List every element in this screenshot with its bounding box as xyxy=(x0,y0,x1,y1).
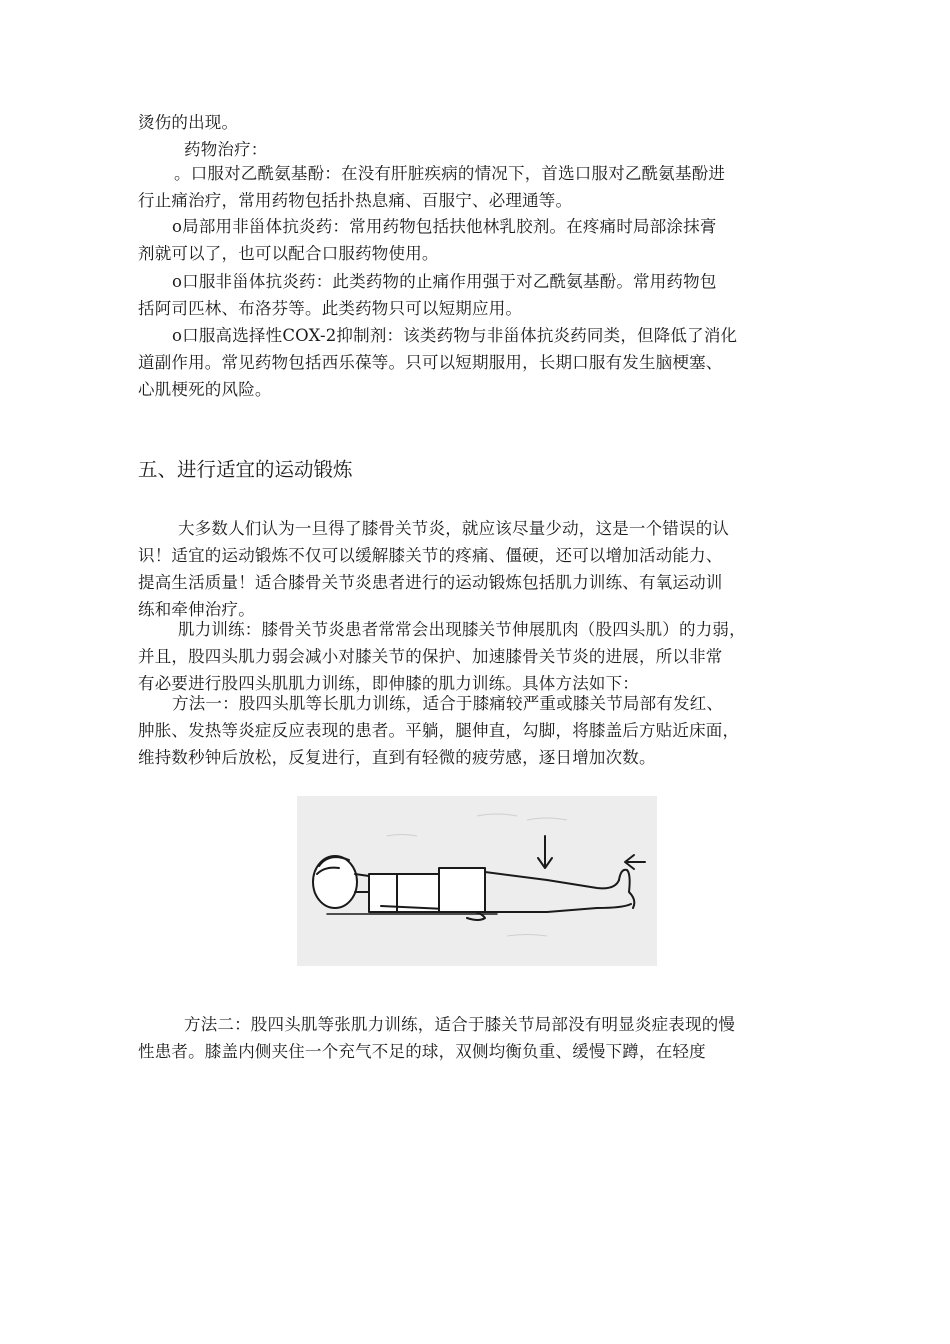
bullet-cox2 xyxy=(138,322,822,403)
text-line: 大多数人们认为一旦得了膝骨关节炎，就应该尽量少动，这是一个错误的认 xyxy=(178,519,730,538)
text-line: 有必要进行股四头肌肌力训练，即伸膝的肌力训练。具体方法如下： xyxy=(138,674,639,693)
text-line: 行止痛治疗，常用药物包括扑热息痛、百服宁、必理通等。 xyxy=(138,191,573,210)
text-line: o口服高选择性COX-2抑制剂：该类药物与非甾体抗炎药同类，但降低了消化 xyxy=(172,326,738,345)
lying-leg-exercise-drawing xyxy=(297,796,657,966)
figure-legs-lower xyxy=(485,904,631,912)
text-line: 括阿司匹林、布洛芬等。此类药物只可以短期应用。 xyxy=(138,299,523,318)
text-line: 药物治疗： xyxy=(184,140,268,159)
paragraph-method-two xyxy=(138,1011,822,1065)
text-line: 并且，股四头肌力弱会减小对膝关节的保护、加速膝骨关节炎的进展，所以非常 xyxy=(138,647,723,666)
text-line: o局部用非甾体抗炎药：常用药物包括扶他林乳胶剂。在疼痛时局部涂抹膏 xyxy=(172,217,717,236)
drug-therapy-label xyxy=(138,136,822,163)
text-line: 心肌梗死的风险。 xyxy=(138,380,272,399)
text-line: 识！适宜的运动锻炼不仅可以缓解膝关节的疼痛、僵硬，还可以增加活动能力、 xyxy=(138,546,723,565)
paragraph-strength-training xyxy=(138,616,822,697)
text-line: 剂就可以了，也可以配合口服药物使用。 xyxy=(138,244,439,263)
text-line: 肌力训练：膝骨关节炎患者常常会出现膝关节伸展肌肉（股四头肌）的力弱， xyxy=(178,620,746,639)
exercise-illustration xyxy=(297,796,657,966)
paragraph-method-one xyxy=(138,690,822,771)
text-line: 道副作用。常见药物包括西乐葆等。只可以短期服用，长期口服有发生脑梗塞、 xyxy=(138,353,723,372)
paragraph-burn-end xyxy=(138,109,822,136)
text-line: 方法二：股四头肌等张肌力训练，适合于膝关节局部没有明显炎症表现的慢 xyxy=(184,1015,736,1034)
figure-shorts xyxy=(439,868,485,912)
text-line: 。口服对乙酰氨基酚：在没有肝脏疾病的情况下，首选口服对乙酰氨基酚进 xyxy=(174,164,726,183)
paragraph-exercise-intro xyxy=(138,515,822,623)
text-line: 性患者。膝盖内侧夹住一个充气不足的球，双侧均衡负重、缓慢下蹲，在轻度 xyxy=(138,1042,706,1061)
text-line: 方法一：股四头肌等长肌力训练，适合于膝痛较严重或膝关节局部有发红、 xyxy=(172,694,724,713)
text-line: 提高生活质量！适合膝骨关节炎患者进行的运动锻炼包括肌力训练、有氧运动训 xyxy=(138,573,723,592)
figure-legs-upper xyxy=(485,872,619,888)
text-line: o口服非甾体抗炎药：此类药物的止痛作用强于对乙酰氨基酚。常用药物包 xyxy=(172,272,717,291)
text-line: 烫伤的出现。 xyxy=(138,113,239,132)
bullet-acetaminophen xyxy=(138,160,822,214)
bullet-oral-nsaid xyxy=(138,268,822,322)
figure-feet xyxy=(619,870,634,908)
text-line: 肿胀、发热等炎症反应表现的患者。平躺，腿伸直，勾脚，将膝盖后方贴近床面， xyxy=(138,721,740,740)
text-line: 练和牵伸治疗。 xyxy=(138,600,255,619)
section-heading: 五、进行适宜的运动锻炼 xyxy=(138,458,353,481)
bullet-topical-nsaid xyxy=(138,213,822,267)
text-line: 维持数秒钟后放松，反复进行，直到有轻微的疲劳感，逐日增加次数。 xyxy=(138,748,656,767)
